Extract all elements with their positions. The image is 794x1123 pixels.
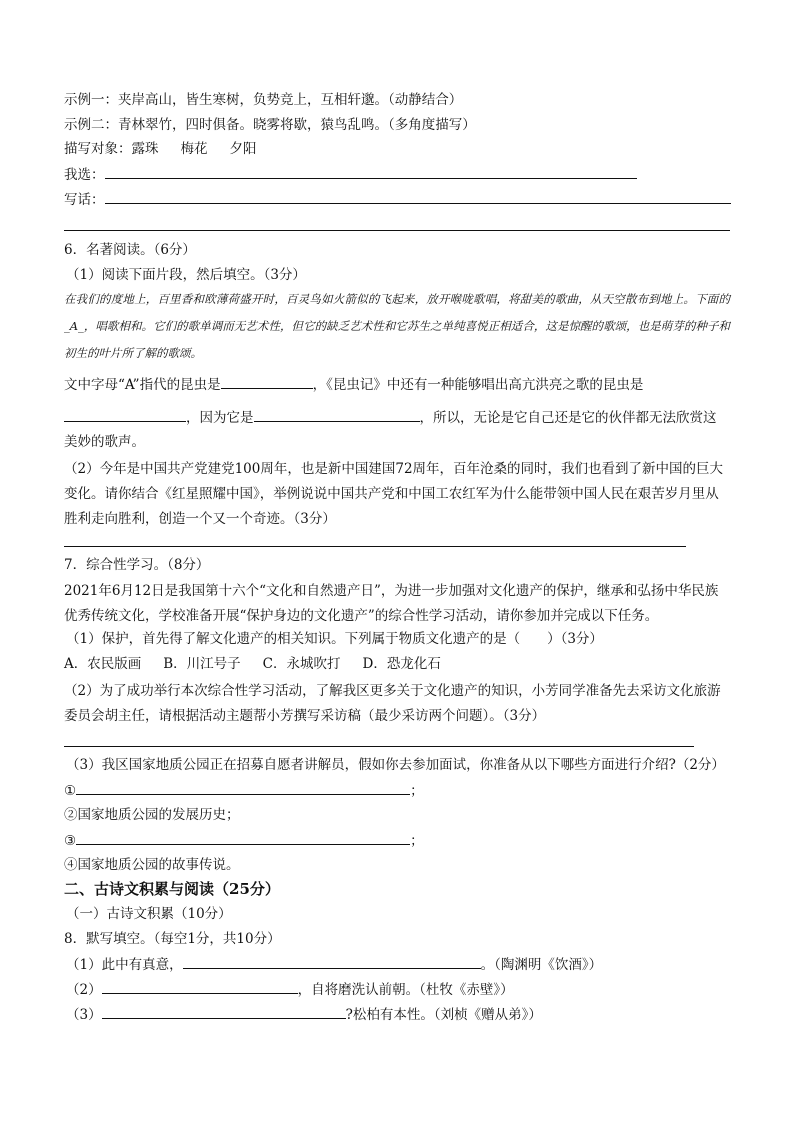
q8-line-2 [66,979,514,1000]
example-one: 示例一：夹岸高山，皆生寒树，负势竞上，互相轩邈。（动静结合） [64,92,463,108]
l3-post: ?松柏有本性。（刘桢《赠从弟》） [345,1007,542,1023]
q7-options [64,654,441,674]
q7-item2: ②国家地质公园的发展历史； [64,807,240,823]
q7-sub3: （3）我区国家地质公园正在招募自愿者讲解员，假如你去参加面试，你准备从以下哪些方面进行介绍?（2分） [66,757,725,773]
l3-pre: （3） [66,1007,102,1023]
section-two-heading: 二、古诗文积累与阅读（25分） [64,880,280,898]
target-dew: 露珠 [131,141,159,157]
example-two: 示例二：青林翠竹，四时俱备。晓雾将歇，猿鸟乱鸣。（多角度描写） [64,117,476,133]
blank-singing-insect[interactable] [64,407,186,422]
q7-sub1: （1）保护，首先得了解文化遗产的相关知识。下列属于物质文化遗产的是（ ）（3分） [66,631,603,647]
write-row [64,189,731,210]
blank-insect-a[interactable] [221,374,313,389]
q6-title: 6．名著阅读。（6分） [64,242,196,258]
option-c[interactable]: C．永城吹打 [262,656,341,672]
option-b[interactable]: B．川江号子 [163,656,241,672]
l3-blank[interactable] [102,1004,346,1019]
description-targets [64,139,257,159]
target-plum: 梅花 [180,141,208,157]
section-two-part1: （一）古诗文积累（10分） [66,906,232,922]
l1-blank[interactable] [183,954,481,969]
q8-line-3 [66,1004,542,1025]
q6-excerpt: 在我们的度地上，百里香和欧薄荷盛开时，百灵鸟如火箭似的飞起来，放开喉咙歌唱，将甜美的歌曲，从天空散布到地上。下面的_A_，唱歌相和。它们的歌单调而无艺术性，但它的缺乏艺术性和它苏生之单纯喜悦正相适合，这是惊醒的歌颂，也是萌芽的种子和初生的叶片所了解的歌颂。 [64,292,730,360]
l1-post: 。（陶渊明《饮酒》） [480,957,603,973]
q7-item3-row [64,830,424,851]
option-a[interactable]: A．农民版画 [64,656,142,672]
item3-blank[interactable] [76,830,410,845]
q8-line-1 [66,954,602,975]
q6-sub1: （1）阅读下面片段，然后填空。（3分） [66,267,306,283]
q7-item4: ④国家地质公园的故事传说。 [64,857,240,873]
q7-title: 7．综合性学习。（8分） [64,557,210,573]
blank-reason[interactable] [254,407,420,422]
fill-d-text: ，所以，无论是它自己还是它的伙伴都无法欣赏这 [419,410,717,426]
choose-row [64,164,637,185]
choose-answer-blank[interactable] [105,164,637,179]
item3-marker: ③ [64,833,77,849]
write-answer-blank[interactable] [105,189,731,204]
item1-blank[interactable] [76,780,410,795]
choose-label: 我选： [64,167,105,183]
q8-title: 8．默写填空。（每空1分，共10分） [64,931,281,947]
l2-pre: （2） [66,982,102,998]
q6-sub2: （2）今年是中国共产党建党100周年，也是新中国建国72周年，百年沧桑的同时，我们也看到了新中国的巨大变化。请你结合《红星照耀中国》，举例说说中国共产党和中国工农红军为什么能带领中国人民在艰苦岁月里从胜利走向胜利，创造一个又一个奇迹。（3分） [64,461,724,527]
l2-blank[interactable] [102,979,298,994]
q7-sub2: （2）为了成功举行本次综合性学习活动，了解我区更多关于文化遗产的知识，小芳同学准备先去采访文化旅游委员会胡主任，请根据活动主题帮小芳撰写采访稿（最少采访两个问题）。（3分） [64,683,721,724]
q7-intro: 2021年6月12日是我国第十六个“文化和自然遗产日”，为进一步加强对文化遗产的保护，继承和弘扬中华民族优秀传统文化，学校准备开展“保护身边的文化遗产”的综合性学习活动，请你参加并完成以下任务。 [64,583,719,624]
fill-c-text: ，因为它是 [186,410,254,426]
q6-fill-row-1 [64,374,643,395]
q6-fill-row-3: 美妙的歌声。 [64,434,145,450]
q6-sub2-answer-line[interactable] [64,546,686,547]
q6-fill-row-2 [64,407,717,428]
l1-pre: （1）此中有真意， [66,957,183,973]
target-sunset: 夕阳 [229,141,257,157]
targets-label: 描写对象： [64,141,132,157]
l2-post: ，自将磨洗认前朝。（杜牧《赤壁》） [297,982,514,998]
fill-b-text: ，《昆虫记》中还有一种能够唱出高亢洪亮之歌的昆虫是 [312,377,644,393]
item3-end: ； [410,833,424,849]
write-label: 写话： [64,192,105,208]
q7-sub2-answer-line[interactable] [64,746,694,747]
option-d[interactable]: D．恐龙化石 [362,656,441,672]
fill-a-text: 文中字母“A”指代的昆虫是 [64,377,221,393]
q7-item1-row [64,780,424,801]
item1-marker: ① [64,783,77,799]
item1-end: ； [410,783,424,799]
write-answer-line-2[interactable] [64,230,730,231]
